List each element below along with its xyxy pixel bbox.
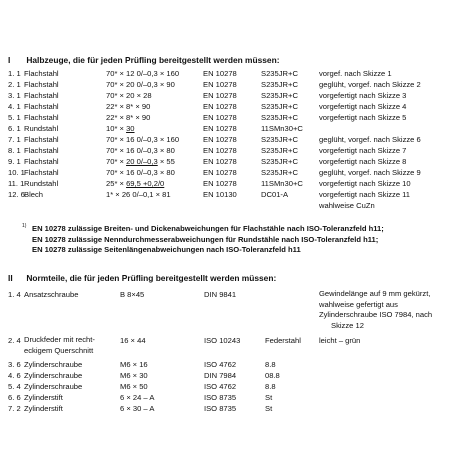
- item-note: geglüht, vorgef. nach Skizze 6: [319, 135, 421, 144]
- dimension-underlined: 30: [126, 124, 135, 133]
- table-row: [8, 381, 454, 392]
- item-note-line: Gewindelänge auf 9 mm gekürzt,: [319, 289, 431, 298]
- item-name: Zylinderstift: [24, 393, 63, 402]
- item-material: S235JR+C: [261, 69, 298, 78]
- table-row: [8, 112, 454, 123]
- table-row: [8, 156, 454, 167]
- item-norm: EN 10278: [203, 113, 237, 122]
- item-material: 8.8: [265, 360, 276, 369]
- table-row: [8, 134, 454, 145]
- item-material: S235JR+C: [261, 146, 298, 155]
- item-position: 3. 6: [8, 360, 21, 369]
- footnote: [22, 224, 452, 258]
- section-1-roman: I: [8, 55, 11, 65]
- item-position: 1. 4: [8, 290, 21, 299]
- item-note: geglüht, vorgef. nach Skizze 2: [319, 80, 421, 89]
- item-note: leicht – grün: [319, 336, 361, 345]
- item-name: Zylinderschraube: [24, 382, 83, 391]
- item-norm: EN 10278: [203, 135, 237, 144]
- item-material: Federstahl: [265, 336, 301, 345]
- table-row: [8, 167, 454, 178]
- item-dimension: 16 × 44: [120, 336, 146, 345]
- item-material: S235JR+C: [261, 80, 298, 89]
- item-name: Flachstahl: [24, 91, 59, 100]
- table-row: [8, 90, 454, 101]
- item-name: Ansatzschraube: [24, 290, 79, 299]
- item-dimension: 70* × 16 0/–0,3 × 80: [106, 146, 175, 155]
- section-2-title: Normteile, die für jeden Prüfling bereitgestellt werden müssen:: [26, 273, 277, 283]
- item-name: Rundstahl: [24, 124, 59, 133]
- footnote-marker: 1): [22, 223, 27, 229]
- dimension-underlined: 20 0/–0,3: [126, 157, 158, 166]
- item-name-line: Druckfeder mit recht-: [24, 335, 95, 344]
- item-position: 5. 4: [8, 382, 21, 391]
- item-note: vorgefertigt nach Skizze 11: [319, 190, 411, 199]
- item-name: Flachstahl: [24, 102, 59, 111]
- footnote-line: EN 10278 zulässige Breiten- und Dickenabweichungen für Flachstähle nach ISO-Toleranzfeld h11;: [32, 224, 384, 233]
- dimension-text: 25* ×: [106, 179, 127, 188]
- item-note-block: [319, 289, 432, 331]
- item-material: S235JR+C: [261, 157, 298, 166]
- table-row: [8, 101, 454, 112]
- item-dimension: 6 × 30 – A: [120, 404, 155, 413]
- item-name: Zylinderstift: [24, 404, 63, 413]
- item-note: vorgefertigt nach Skizze 4: [319, 102, 407, 111]
- table-row: [8, 200, 454, 211]
- table-row: [8, 79, 454, 90]
- item-name: Flachstahl: [24, 146, 59, 155]
- item-name: Flachstahl: [24, 69, 59, 78]
- item-position: 11. 1: [8, 179, 25, 188]
- item-note: vorgefertigt nach Skizze 8: [319, 157, 407, 166]
- item-dimension: B 8×45: [120, 290, 145, 299]
- item-position: 12. 6: [8, 190, 25, 199]
- table-row: [8, 392, 454, 403]
- item-dimension: M6 × 30: [120, 371, 148, 380]
- table-row: [8, 123, 454, 134]
- table-row: [8, 145, 454, 156]
- item-norm: EN 10278: [203, 146, 237, 155]
- dimension-underlined: 69,5 +0,2/0: [126, 179, 165, 188]
- item-dimension: [106, 123, 135, 134]
- item-norm: EN 10278: [203, 124, 237, 133]
- item-name-block: [24, 335, 95, 356]
- item-norm: ISO 8735: [204, 404, 237, 413]
- item-material: S235JR+C: [261, 168, 298, 177]
- item-note-line: Skizze 12: [331, 320, 364, 330]
- item-position: 4. 6: [8, 371, 21, 380]
- item-dimension: M6 × 50: [120, 382, 148, 391]
- item-note: vorgefertigt nach Skizze 10: [319, 179, 411, 188]
- item-position: 8. 1: [8, 146, 21, 155]
- item-material: DC01-A: [261, 190, 289, 199]
- item-name: Rundstahl: [24, 179, 59, 188]
- item-dimension: 6 × 24 – A: [120, 393, 155, 402]
- item-position: 4. 1: [8, 102, 21, 111]
- item-note-line: Zylinderschraube ISO 7984, nach: [319, 310, 433, 319]
- item-note-extra: wahlweise CuZn: [319, 201, 375, 210]
- item-dimension: 70* × 16 0/–0,3 × 80: [106, 168, 175, 177]
- item-position: 7. 1: [8, 135, 21, 144]
- dimension-text: × 55: [157, 157, 175, 166]
- item-name: Flachstahl: [24, 157, 59, 166]
- item-name: Flachstahl: [24, 168, 59, 177]
- section-1-title: Halbzeuge, die für jeden Prüfling bereitgestellt werden müssen:: [26, 55, 280, 65]
- item-material: S235JR+C: [261, 113, 298, 122]
- item-material: 11SMn30+C: [261, 179, 303, 188]
- section-1-heading: [8, 55, 280, 65]
- item-position: 6. 1: [8, 124, 21, 133]
- item-position: 9. 1: [8, 157, 21, 166]
- item-norm: EN 10278: [203, 102, 237, 111]
- item-note: vorgefertigt nach Skizze 3: [319, 91, 407, 100]
- item-material: St: [265, 404, 273, 413]
- item-material: 08.8: [265, 371, 280, 380]
- item-name: Blech: [24, 190, 43, 199]
- dimension-text: 70* ×: [106, 157, 127, 166]
- item-dimension: 22* × 8* × 90: [106, 113, 151, 122]
- item-dimension: [106, 156, 175, 167]
- item-note: geglüht, vorgef. nach Skizze 9: [319, 168, 421, 177]
- item-norm: EN 10278: [203, 179, 237, 188]
- item-norm: EN 10278: [203, 157, 237, 166]
- table-row: [8, 68, 454, 79]
- item-norm: EN 10278: [203, 168, 237, 177]
- item-name: Flachstahl: [24, 135, 59, 144]
- item-dimension: 70* × 16 0/–0,3 × 160: [106, 135, 180, 144]
- section-2-roman: II: [8, 273, 13, 283]
- item-note: vorgefertigt nach Skizze 5: [319, 113, 407, 122]
- table-row: [8, 370, 454, 381]
- item-name: Flachstahl: [24, 80, 59, 89]
- item-material: 11SMn30+C: [261, 124, 303, 133]
- item-note: vorgef. nach Skizze 1: [319, 69, 392, 78]
- item-position: 2. 1: [8, 80, 21, 89]
- item-norm: ISO 8735: [204, 393, 237, 402]
- section-2-heading: [8, 273, 276, 283]
- item-material: S235JR+C: [261, 135, 298, 144]
- item-position: 1. 1: [8, 69, 21, 78]
- item-norm: ISO 4762: [204, 382, 237, 391]
- dimension-text: 10* ×: [106, 124, 127, 133]
- item-position: 5. 1: [8, 113, 21, 122]
- item-dimension: M6 × 16: [120, 360, 148, 369]
- item-norm: EN 10278: [203, 69, 237, 78]
- item-name: Zylinderschraube: [24, 371, 83, 380]
- footnote-line: EN 10278 zulässige Nenndurchmesserabweichungen für Rundstähle nach ISO-Toleranzfeld h11;: [32, 234, 379, 244]
- item-norm: EN 10278: [203, 91, 237, 100]
- item-dimension: 70* × 20 0/–0,3 × 90: [106, 80, 175, 89]
- item-name: Flachstahl: [24, 113, 59, 122]
- item-norm: ISO 10243: [204, 336, 241, 345]
- item-position: 7. 2: [8, 404, 21, 413]
- footnote-line: EN 10278 zulässige Seitenlängenabweichungen nach ISO-Toleranzfeld h11: [32, 245, 301, 254]
- item-name-line: eckigem Querschnitt: [24, 345, 94, 355]
- item-material: S235JR+C: [261, 102, 298, 111]
- item-norm: EN 10130: [203, 190, 237, 199]
- item-position: 2. 4: [8, 336, 21, 345]
- item-position: 3. 1: [8, 91, 21, 100]
- item-material: S235JR+C: [261, 91, 298, 100]
- item-material: 8.8: [265, 382, 276, 391]
- item-position: 10. 1: [8, 168, 25, 177]
- item-dimension: 70* × 12 0/–0,3 × 160: [106, 69, 180, 78]
- item-note: vorgefertigt nach Skizze 7: [319, 146, 407, 155]
- item-norm: DIN 9841: [204, 290, 237, 299]
- item-norm: ISO 4762: [204, 360, 237, 369]
- item-material: St: [265, 393, 273, 402]
- item-dimension: 1* × 26 0/–0,1 × 81: [106, 190, 171, 199]
- item-name: Zylinderschraube: [24, 360, 83, 369]
- table-row: [8, 178, 454, 189]
- item-dimension: 22* × 8* × 90: [106, 102, 151, 111]
- item-norm: DIN 7984: [204, 371, 237, 380]
- item-norm: EN 10278: [203, 80, 237, 89]
- table-row: [8, 359, 454, 370]
- table-row: [8, 403, 454, 414]
- footnote-lines: [32, 224, 384, 256]
- item-note-line: wahlweise gefertigt aus: [319, 299, 398, 309]
- item-dimension: 70* × 20 × 28: [106, 91, 152, 100]
- table-row: [8, 189, 454, 200]
- item-dimension: [106, 178, 164, 189]
- item-position: 6. 6: [8, 393, 21, 402]
